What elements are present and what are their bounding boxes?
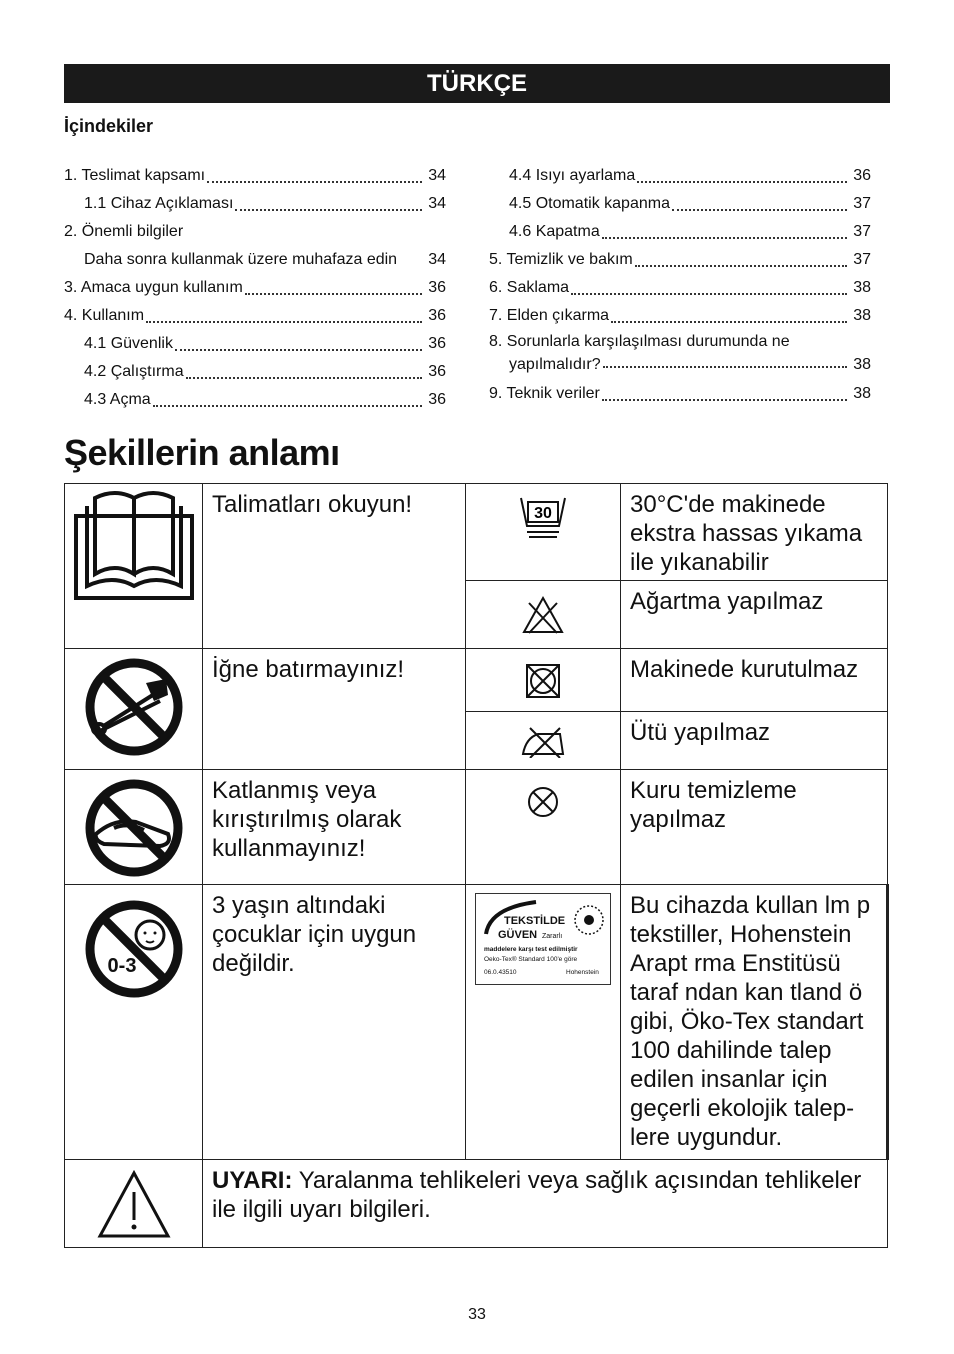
svg-text:Hohenstein: Hohenstein	[566, 969, 599, 976]
toc-item[interactable]: 8. Sorunlarla karşılaşılması durumunda ne yapılmalıdır? 38	[489, 333, 871, 373]
no-dry-clean-icon	[466, 770, 621, 885]
toc-item[interactable]: 5. Temizlik ve bakım 37	[489, 251, 871, 268]
toc-left-column	[64, 158, 446, 410]
no-fold-text: Katlanmış veya kırıştırılmış olarak kullanmayınız!	[203, 770, 466, 885]
toc-item[interactable]: 3. Amaca uygun kullanım 36	[64, 279, 446, 296]
svg-text:GÜVEN: GÜVEN	[498, 929, 538, 941]
language-banner: TÜRKÇE	[64, 64, 890, 103]
toc-right-column	[489, 158, 871, 404]
no-pins-text: İğne batırmayınız!	[203, 649, 466, 770]
svg-text:TEKSTİLDE: TEKSTİLDE	[504, 915, 566, 927]
toc-item[interactable]: 1.1 Cihaz Açıklaması 34	[84, 195, 446, 212]
no-iron-text: Ütü yapılmaz	[621, 712, 888, 770]
no-tumble-dry-text: Makinede kurutulmaz	[621, 649, 888, 712]
no-tumble-dry-icon	[466, 649, 621, 712]
no-bleach-text: Ağartma yapılmaz	[621, 581, 888, 649]
toc-item[interactable]: 4.4 Isıyı ayarlama 36	[509, 167, 871, 184]
warning-icon	[65, 1160, 203, 1248]
not-for-children-icon	[65, 885, 203, 1160]
toc-item[interactable]: 4.6 Kapatma 37	[509, 223, 871, 240]
toc-item[interactable]: 9. Teknik veriler 38	[489, 385, 871, 402]
toc-item[interactable]: 4. Kullanım 36	[64, 307, 446, 324]
oekotex-logo	[466, 885, 621, 1160]
svg-text:30: 30	[534, 505, 552, 522]
no-pins-icon	[65, 649, 203, 770]
toc-item[interactable]: 1. Teslimat kapsamı 34	[64, 167, 446, 184]
no-iron-icon	[466, 712, 621, 770]
svg-text:Oeko-Tex® Standard 100'e göre: Oeko-Tex® Standard 100'e göre	[484, 956, 578, 963]
no-dry-clean-text: Kuru temizleme yapılmaz	[621, 770, 888, 885]
toc-item[interactable]: Daha sonra kullanmak üzere muhafaza edin 34	[84, 251, 446, 268]
no-fold-icon	[65, 770, 203, 885]
toc-item[interactable]: 7. Elden çıkarma 38	[489, 307, 871, 324]
symbols-heading: Şekillerin anlamı	[64, 432, 340, 473]
oekotex-text: Bu cihazda kullan lm p tekstiller, Hohenstein Arapt rma Enstitüsü taraf ndan kan tland ö gibi, Öko-Tex standart 100 dahilinde talep edilen insanlar için geçerli ekolojik talep-lere uygundur.	[621, 885, 888, 1160]
svg-text:maddelere karşı test edilmişti: maddelere karşı test edilmiştir	[484, 946, 578, 953]
book-icon	[65, 484, 203, 649]
toc-item[interactable]: 4.1 Güvenlik 36	[84, 335, 446, 352]
toc-title: İçindekiler	[64, 116, 154, 136]
warning-text: UYARI: Yaralanma tehlikeleri veya sağlık açısından tehlikeler ile ilgili uyarı bilgileri.	[203, 1160, 888, 1248]
svg-text:06.0.43510: 06.0.43510	[484, 969, 517, 976]
toc-item[interactable]: 4.2 Çalıştırma 36	[84, 363, 446, 380]
page-number: 33	[468, 1306, 486, 1323]
wash-30-text: 30°C'de makinede ekstra hassas yıkama ile yıkanabilir	[621, 484, 888, 581]
symbols-table	[64, 483, 889, 1248]
wash-30-icon	[466, 484, 621, 581]
svg-text:Zararlı: Zararlı	[542, 933, 563, 940]
not-for-children-text: 3 yaşın altındaki çocuklar için uygun değildir.	[203, 885, 466, 1160]
toc-item[interactable]: 4.5 Otomatik kapanma 37	[509, 195, 871, 212]
toc-item[interactable]: 6. Saklama 38	[489, 279, 871, 296]
no-bleach-icon	[466, 581, 621, 649]
toc-item[interactable]: 4.3 Açma 36	[84, 391, 446, 408]
svg-text:0-3: 0-3	[107, 955, 136, 977]
toc-item[interactable]: 2. Önemli bilgiler	[64, 223, 184, 240]
read-instructions-text: Talimatları okuyun!	[203, 484, 466, 649]
